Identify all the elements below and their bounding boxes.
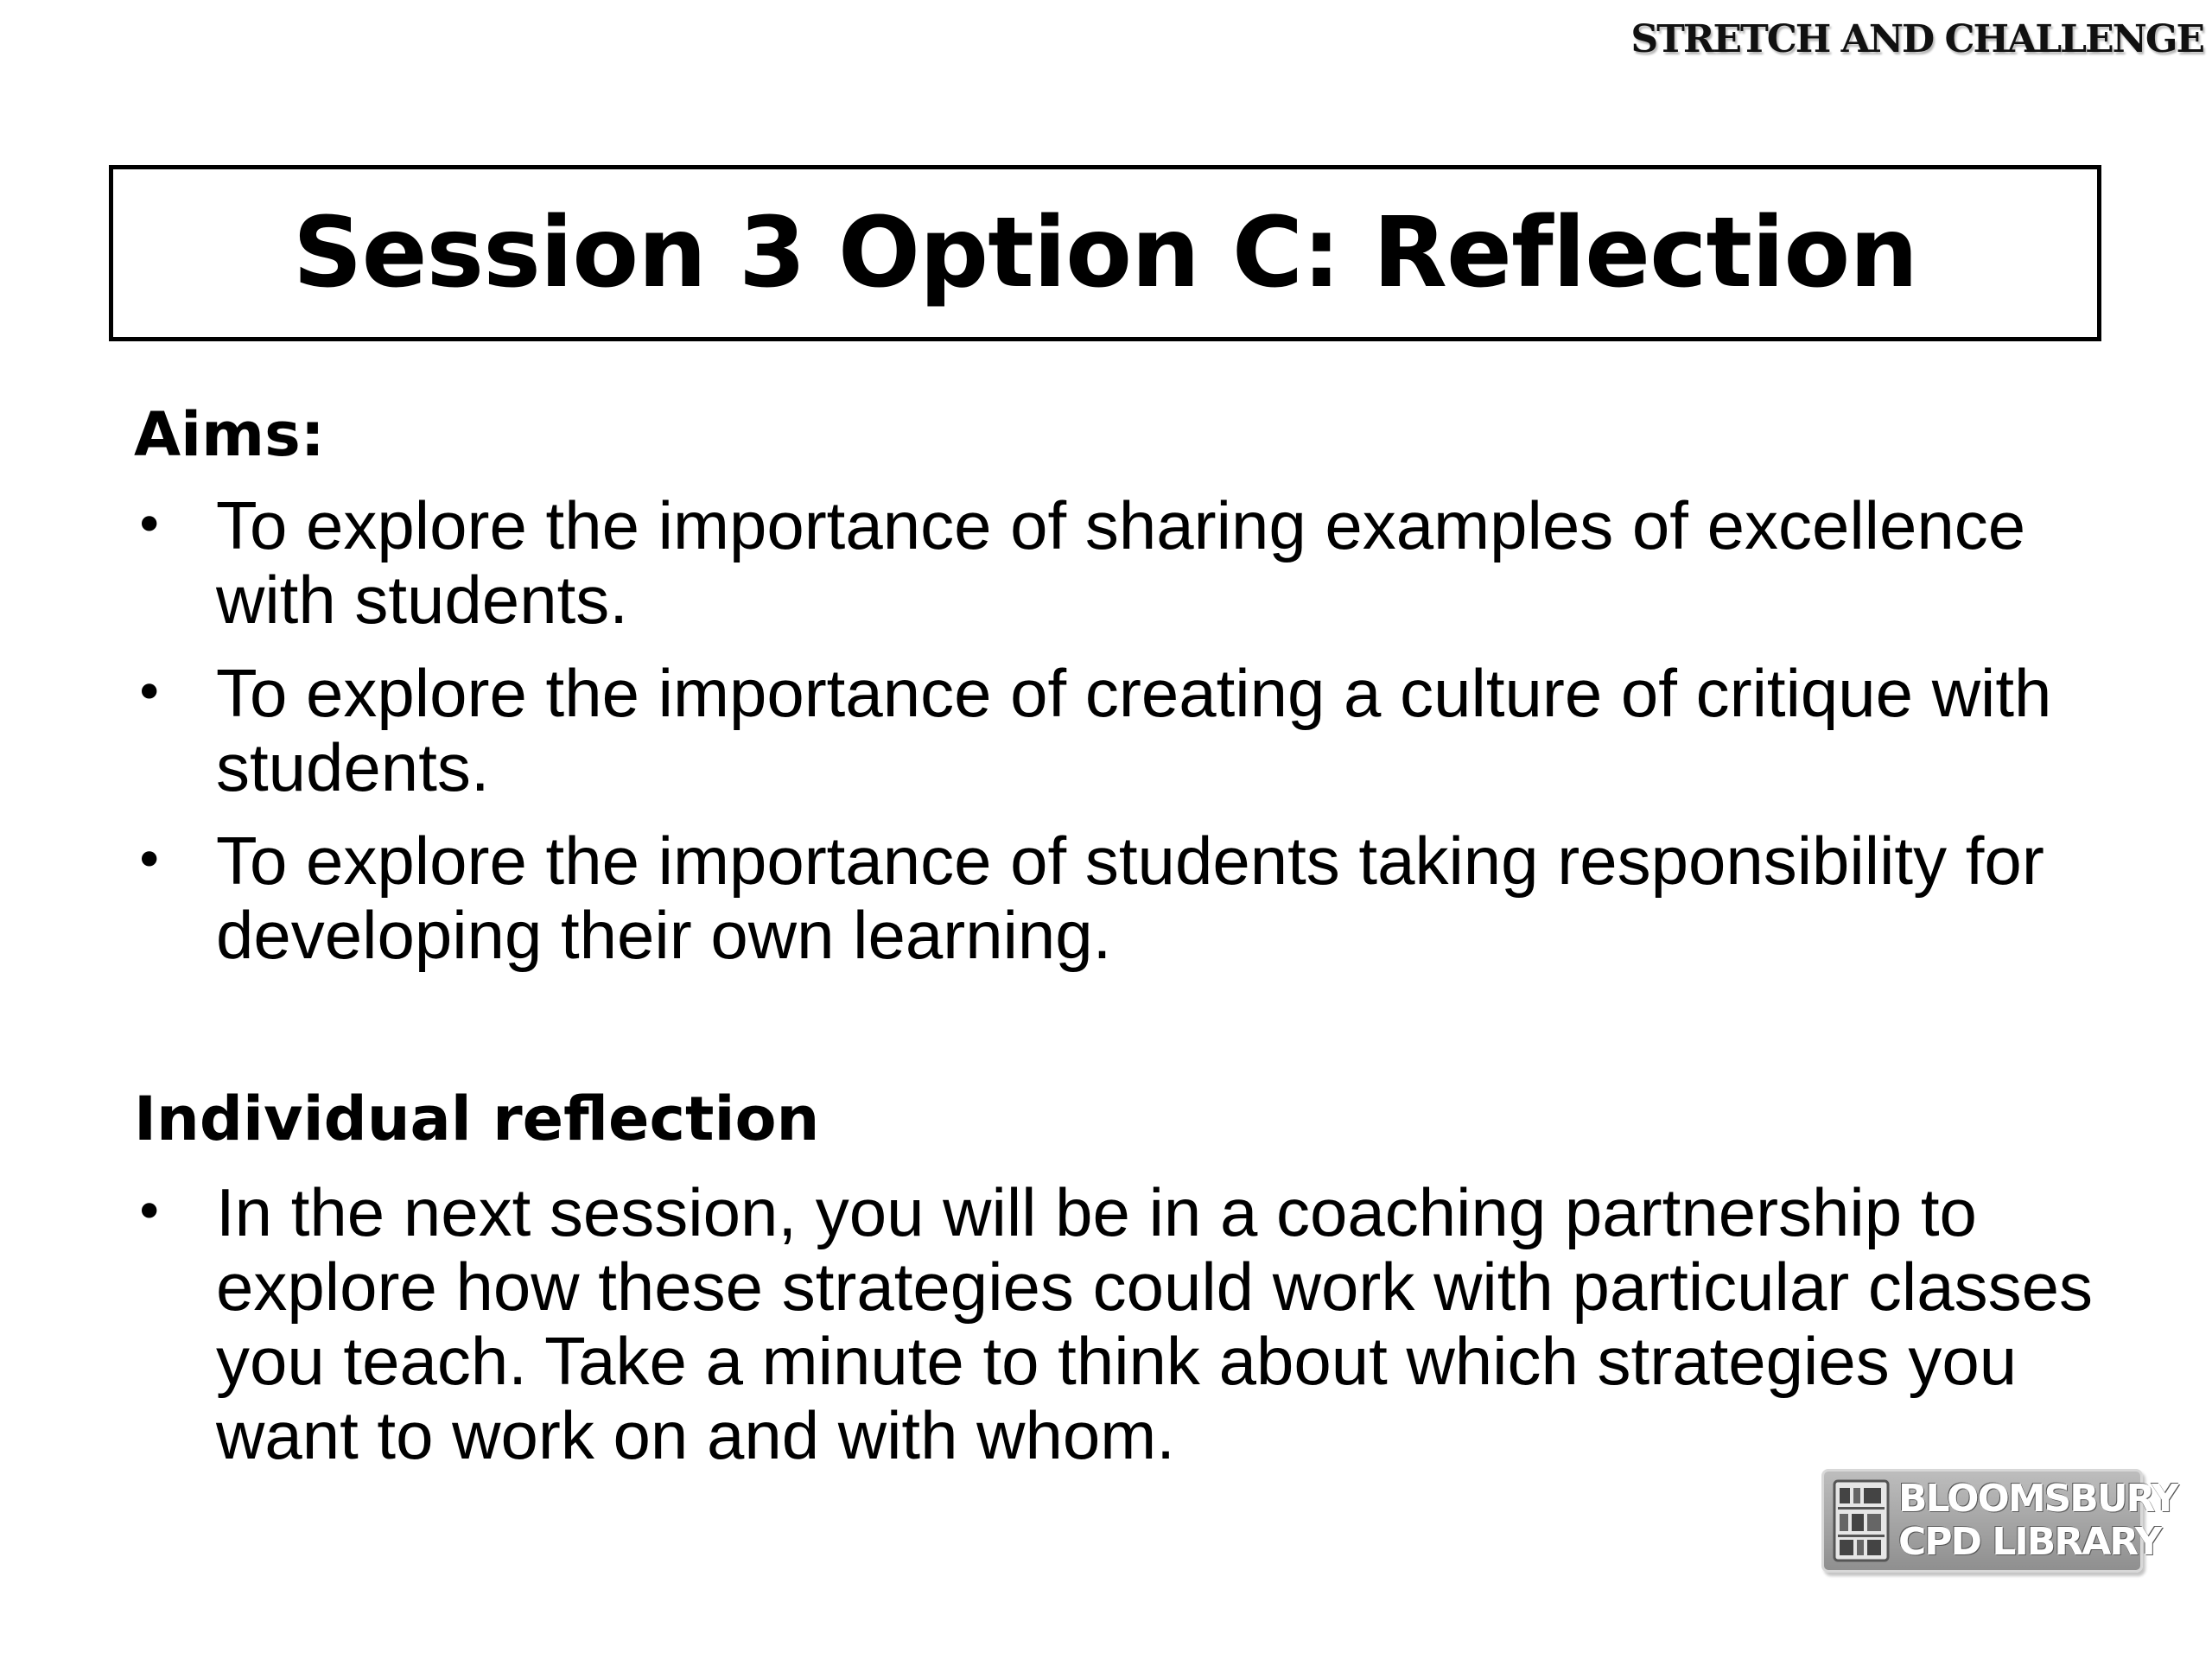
- page-title: Session 3 Option C: Reflection: [292, 197, 1918, 309]
- aims-heading: Aims:: [134, 399, 325, 470]
- bullet-icon: •: [134, 1182, 165, 1243]
- title-box: [109, 165, 2101, 341]
- bookshelf-icon: [1833, 1479, 1890, 1562]
- bullet-icon: •: [134, 830, 165, 891]
- bullet-icon: •: [134, 495, 165, 556]
- reflection-item-text: In the next session, you will be in a coaching partnership to explore how these strategies could work with particular classes you teach. Take a minute to think about which strategies you want to work on and with whom.: [216, 1174, 2094, 1473]
- aims-item-text: To explore the importance of sharing examples of excellence with students.: [216, 487, 2026, 638]
- aims-item-text: To explore the importance of creating a culture of critique with students.: [216, 655, 2052, 805]
- logo-line2: CPD LIBRARY: [1898, 1520, 2161, 1564]
- aims-list-item: [134, 488, 2121, 637]
- reflection-heading: Individual reflection: [134, 1084, 820, 1154]
- logo-text: [1898, 1478, 2177, 1564]
- bloomsbury-logo: [1821, 1469, 2177, 1573]
- aims-list-item: [134, 823, 2121, 972]
- reflection-list: [134, 1175, 2121, 1491]
- header-tag: STRETCH AND CHALLENGE: [1630, 17, 2203, 61]
- reflection-list-item: [134, 1175, 2121, 1472]
- bullet-icon: •: [134, 663, 165, 723]
- aims-item-text: To explore the importance of students taking responsibility for developing their own learning.: [216, 823, 2044, 973]
- logo-line1: BLOOMSBURY: [1898, 1477, 2177, 1521]
- aims-list-item: [134, 656, 2121, 804]
- aims-list: [134, 488, 2121, 991]
